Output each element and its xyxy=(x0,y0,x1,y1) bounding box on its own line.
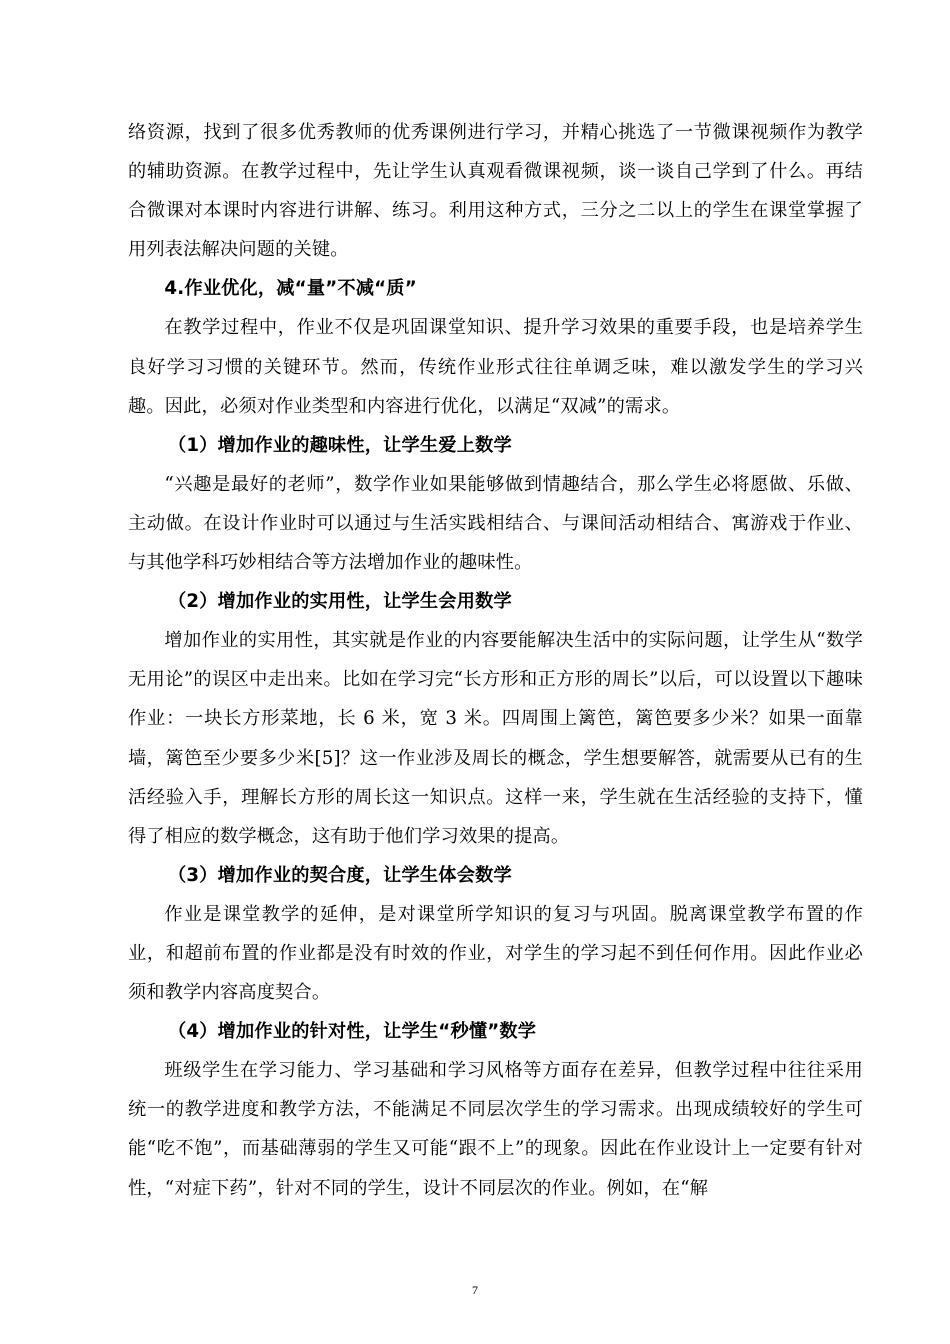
subheading-1: （1）增加作业的趣味性，让学生爱上数学 xyxy=(168,434,512,456)
subheading-2: （2）增加作业的实用性，让学生会用数学 xyxy=(168,591,512,613)
paragraph: 在教学过程中，作业不仅是巩固课堂知识、提升学习效果的重要手段，也是培养学生良好学习习惯的关键环节。然而，传统作业形式往往单调乏味，难以激发学生的学习兴趣。因此，必须对作业类型和内容进行优化，以满足“双减”的需求。 xyxy=(128,317,863,417)
page-number: 7 xyxy=(472,1283,478,1297)
paragraph: 作业是课堂教学的延伸，是对课堂所学知识的复习与巩固。脱离课堂教学布置的作业，和超前布置的作业都是没有时效的作业，对学生的学习起不到任何作用。因此作业必须和教学内容高度契合。 xyxy=(128,903,863,1004)
section-heading-4: 4.作业优化，减“量”不减“质” xyxy=(164,278,417,300)
paragraph: 增加作业的实用性，其实就是作业的内容要能解决生活中的实际问题，让学生从“数学无用论”的误区中走出来。比如在学习完“长方形和正方形的周长”以后，可以设置以下趣味作业：一块长方形菜地，长 6 米，宽 3 米。四周围上篱笆，篱笆要多少米？如果一面靠墙，篱笆至少要多少米[5]？这一作业涉及周长的概念，学生想要解答，就需要从已有的生活经验入手，理解长方形的周长这一知识点。这样一来，学生就在生活经验的支持下，懂得了相应的数学概念，这有助于他们学习效果的提高。 xyxy=(128,630,863,847)
subheading-3: （3）增加作业的契合度，让学生体会数学 xyxy=(168,864,512,886)
page-body xyxy=(128,113,863,1208)
paragraph: “兴趣是最好的老师”，数学作业如果能够做到情趣结合，那么学生必将愿做、乐做、主动做。在设计作业时可以通过与生活实践相结合、与课间活动相结合、寓游戏于作业、与其他学科巧妙相结合等方法增加作业的趣味性。 xyxy=(128,473,863,574)
subheading-4: （4）增加作业的针对性，让学生“秒懂”数学 xyxy=(168,1021,537,1043)
paragraph: 班级学生在学习能力、学习基础和学习风格等方面存在差异，但教学过程中往往采用统一的教学进度和教学方法，不能满足不同层次学生的学习需求。出现成绩较好的学生可能“吃不饱”，而基础薄弱的学生又可能“跟不上”的现象。因此在作业设计上一定要有针对性，“对症下药”，针对不同的学生，设计不同层次的作业。例如，在“解 xyxy=(128,1060,863,1199)
paragraph-continued: 络资源，找到了很多优秀教师的优秀课例进行学习，并精心挑选了一节微课视频作为教学的辅助资源。在教学过程中，先让学生认真观看微课视频，谈一谈自己学到了什么。再结合微课对本课时内容进行讲解、练习。利用这种方式，三分之二以上的学生在课堂掌握了用列表法解决问题的关键。 xyxy=(128,122,863,261)
